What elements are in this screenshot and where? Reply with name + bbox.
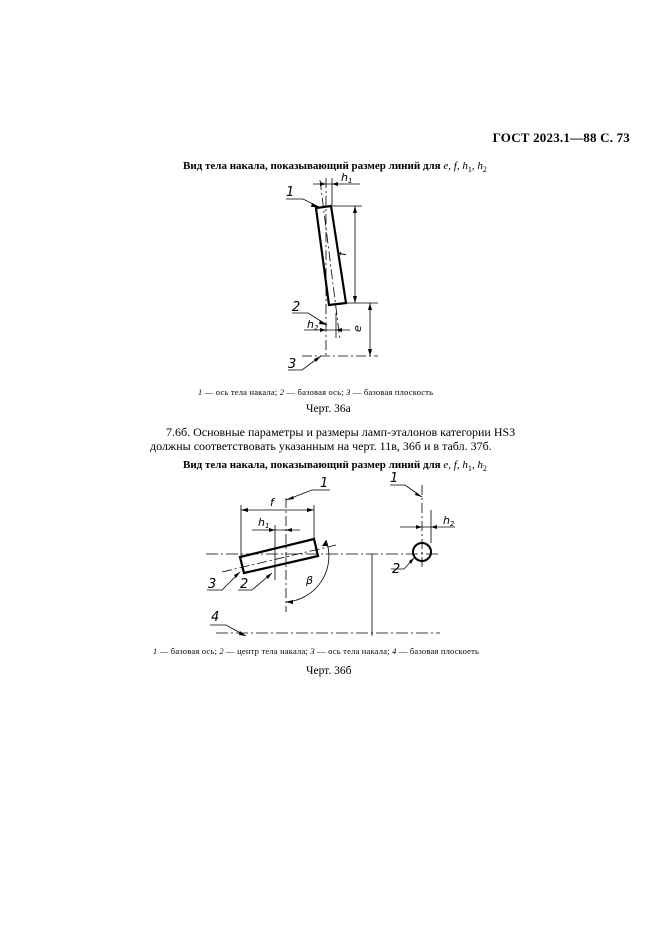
label-a-h1-sub: 1 (348, 177, 353, 185)
legend-b-num-3: 3 (310, 646, 315, 656)
label-b-h2-sub: 2 (450, 520, 455, 528)
label-a-f: f (336, 252, 349, 256)
legend-a-num-2: 2 (279, 387, 285, 397)
legend-a-text-2: — базовая ось; (284, 387, 347, 397)
label-b-1: 1 (320, 476, 329, 491)
legend-b-text-1: — базовая ось; (157, 646, 220, 656)
page-header: ГОСТ 2023.1—88 С. 73 (492, 130, 630, 145)
figure-b-caption: Черт. 36б (306, 665, 352, 677)
figure-a-title-sep: , h (471, 160, 483, 172)
legend-a-num-3: 3 (346, 387, 351, 397)
paragraph-line-2: должны соответствовать указанным на черт. 11в, 36б и в табл. 37б. (150, 438, 492, 453)
legend-b-num-4: 4 (392, 646, 397, 656)
figure-a-title-sub1: 1 (467, 165, 472, 175)
label-b-4: 4 (211, 610, 220, 625)
figure-b-title-sub2: 2 (482, 464, 487, 474)
figure-a-title-sub2: 2 (482, 165, 487, 175)
label-a-e: e (351, 325, 364, 332)
label-a-3: 3 (288, 357, 297, 372)
figure-a-title-vars: e, f, h (443, 160, 468, 172)
legend-b-num-1: 1 (153, 646, 158, 656)
label-b-3: 3 (208, 577, 217, 592)
label-a-h2: h (307, 318, 314, 331)
label-a-h1: h (341, 171, 348, 184)
filament-axis-b (222, 545, 336, 572)
figure-b-title-vars: e, f, h (443, 459, 468, 471)
label-b-h1-sub: 1 (265, 522, 270, 530)
label-b-h1: h (258, 516, 265, 529)
paragraph-line-1: 7.6б. Основные параметры и размеры ламп-эталонов категории HS3 (166, 425, 516, 439)
legend-a-num-1: 1 (198, 387, 203, 397)
legend-b-text-3: — ось тела накала; (314, 646, 393, 656)
legend-b-num-2: 2 (219, 646, 224, 656)
legend-a-text-1: — ось тела накала; (202, 387, 280, 397)
figure-b-title-text: Вид тела накала, показывающий размер линий для (183, 459, 441, 471)
label-b-h2: h (443, 514, 450, 527)
label-a-h2-sub: 2 (314, 324, 319, 332)
label-b-f: f (270, 496, 274, 509)
legend-b-text-2: — центр тела накала; (223, 646, 311, 656)
label-b-2: 2 (240, 577, 249, 592)
label-b-r1: 1 (390, 471, 399, 486)
label-a-2: 2 (292, 300, 301, 315)
label-a-1: 1 (286, 185, 295, 200)
label-b-beta: β (306, 574, 314, 587)
legend-b-text-4: — базовая плоскоеть (396, 646, 480, 656)
legend-a-text-3: — базовая плоскость (350, 387, 434, 397)
beta-angle-arc (286, 540, 329, 602)
figure-b-legend (153, 646, 479, 656)
label-b-r2: 2 (392, 562, 401, 577)
filament-body-b (240, 539, 318, 573)
figure-a-title-text: Вид тела накала, показывающий размер линий для (183, 160, 441, 172)
figure-b-title-sub1: 1 (467, 464, 472, 474)
figure-a-caption: Черт. 36а (306, 403, 351, 415)
figure-b-title-sep: , h (471, 459, 483, 471)
